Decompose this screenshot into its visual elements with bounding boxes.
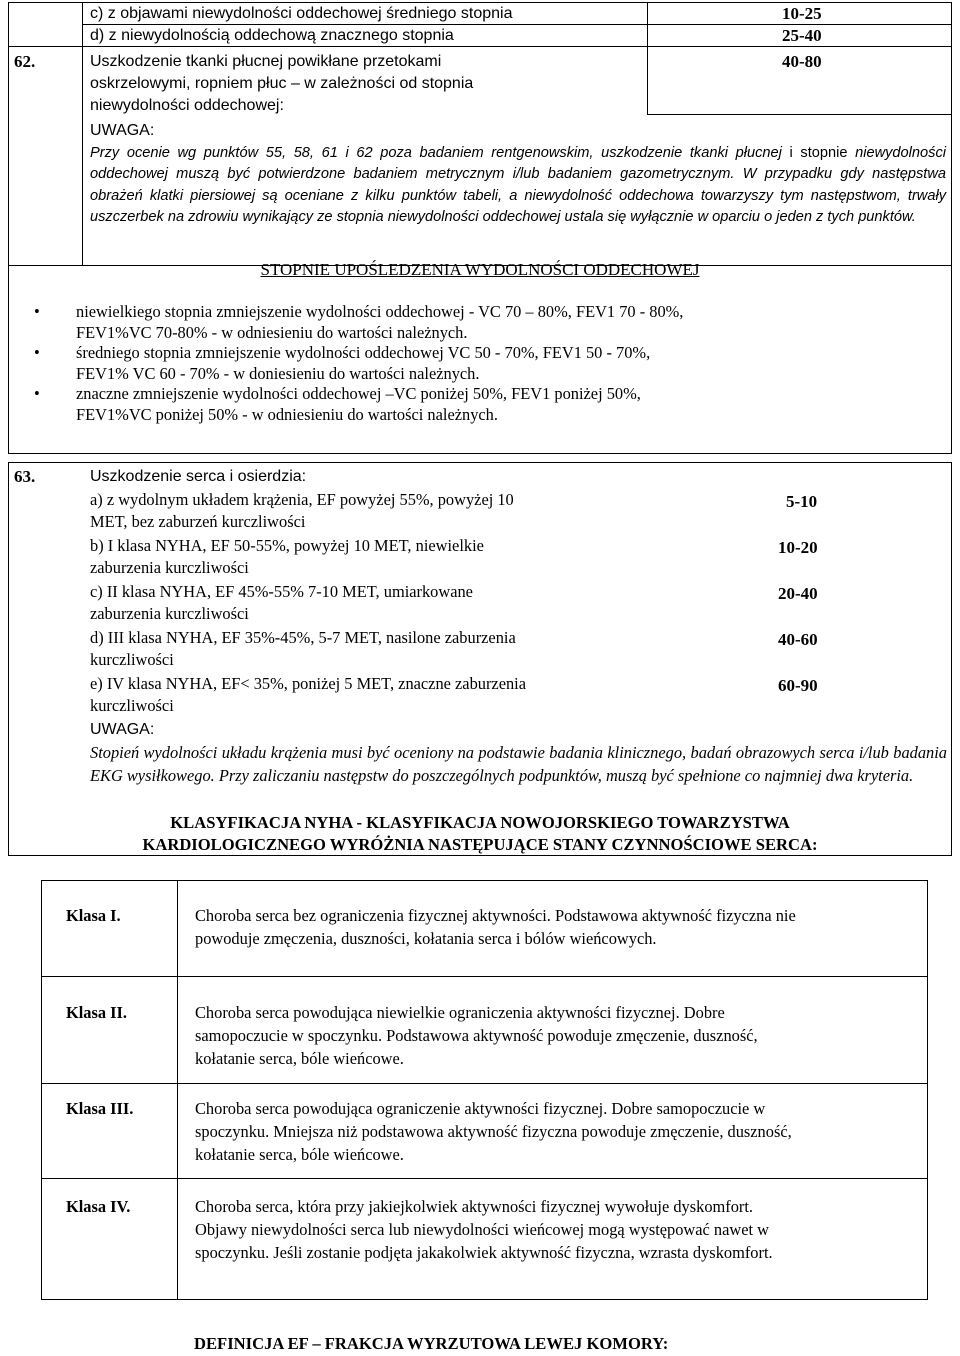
row-c-label: c) z objawami niewydolności oddechowej średniego stopnia [90, 5, 513, 22]
item-63-title: Uszkodzenie serca i osierdzia: [90, 468, 307, 485]
row-b-value: 10-20 [778, 538, 818, 557]
row-c-value: 10-25 [782, 4, 822, 23]
item-62-value: 40-80 [782, 52, 822, 71]
stopnie-item-1-line1: niewielkiego stopnia zmniejszenie wydolności oddechowej - VC 70 – 80%, FEV1 70 - 80%, [76, 302, 684, 321]
item-63-uwaga: UWAGA: [90, 721, 155, 738]
row-c63-line2: zaburzenia kurczliwości [90, 604, 249, 623]
stopnie-item-2-line1: średniego stopnia zmniejszenie wydolności oddechowej VC 50 - 70%, FEV1 50 - 70%, [76, 343, 651, 362]
row-c63-value: 20-40 [778, 584, 818, 603]
row-b-line2: zaburzenia kurczliwości [90, 558, 249, 577]
row-e63-line1: e) IV klasa NYHA, EF< 35%, poniżej 5 MET, znaczne zaburzenia [90, 674, 526, 693]
stopnie-item-3-line1: znaczne zmniejszenie wydolności oddechowej –VC poniżej 50%, FEV1 poniżej 50%, [76, 384, 641, 403]
stopnie-item-1-line2: FEV1%VC 70-80% - w odniesieniu do wartości należnych. [76, 322, 468, 342]
nyha-class-3-line1: Choroba serca powodująca ograniczenie aktywności fizycznej. Dobre samopoczucie w [195, 1099, 766, 1118]
nyha-class-3-line2: spoczynku. Mniejsza niż podstawowa aktywność fizyczna powoduje zmęczenie, duszność, [195, 1122, 792, 1141]
item-62-note [90, 143, 946, 228]
nyha-class-2-line2: samopoczucie w spoczynku. Podstawowa aktywność powoduje zmęczenie, duszność, [195, 1026, 758, 1045]
stopnie-list [34, 302, 920, 425]
item-62-title-2: oskrzelowymi, ropniem płuc – w zależności od stopnia [90, 75, 474, 92]
stopnie-item-3-line2: FEV1%VC poniżej 50% - w odniesieniu do wartości należnych. [76, 404, 498, 424]
nyha-class-4-line3: spoczynku. Jeśli zostanie podjęta jakakolwiek aktywność fizyczna, wzrasta dyskomfort. [195, 1243, 773, 1262]
nyha-class-1-line1: Choroba serca bez ograniczenia fizycznej aktywności. Podstawowa aktywność fizyczna nie [195, 906, 796, 925]
stopnie-item-1: • niewielkiego stopnia zmniejszenie wydolności oddechowej - VC 70 – 80%, FEV1 70 - 80%, FEV1%VC 70-80% - w odniesieniu do wartości należnych. [34, 302, 684, 342]
row-e63-line2: kurczliwości [90, 696, 174, 715]
row-a-line1: a) z wydolnym układem krążenia, EF powyżej 55%, powyżej 10 [90, 490, 514, 509]
item-62-title-1: Uszkodzenie tkanki płucnej powikłane przetokami [90, 53, 442, 70]
item-62-note-rest: niewydolności oddechowej muszą być potwierdzone badaniem metrycznym i/lub badaniem gazometrycznym. W przypadku gdy następstwa obrażeń klatki piersiowej są oceniane z kilku punktów tabeli, a niewydolność oddechowa towarzyszy tym następstwom, trwały uszczerbek na zdrowiu wynikający ze stopnia niewydolności oddechowej ustala się wyłącznie w oparciu o jeden z tych punktów. [90, 145, 946, 225]
nyha-class-4-name: Klasa IV. [66, 1197, 131, 1216]
nyha-class-3-name: Klasa III. [66, 1099, 134, 1118]
stopnie-item-2-line2: FEV1% VC 60 - 70% - w doniesieniu do wartości należnych. [76, 363, 480, 383]
row-d63-value: 40-60 [778, 630, 818, 649]
nyha-class-1-name: Klasa I. [66, 906, 121, 925]
row-a-line2: MET, bez zaburzeń kurczliwości [90, 512, 306, 531]
stopnie-item-2: • średniego stopnia zmniejszenie wydolności oddechowej VC 50 - 70%, FEV1 50 - 70%, FEV1% VC 60 - 70% - w doniesieniu do wartości należnych. [34, 343, 651, 383]
row-d63-line1: d) III klasa NYHA, EF 35%-45%, 5-7 MET, nasilone zaburzenia [90, 628, 516, 647]
item-62-title-3: niewydolności oddechowej: [90, 97, 284, 114]
row-a-value: 5-10 [786, 492, 818, 511]
nyha-heading-2: KARDIOLOGICZNEGO WYRÓŻNIA NASTĘPUJĄCE STANY CZYNNOŚCIOWE SERCA: [142, 835, 818, 854]
row-c63-line1: c) II klasa NYHA, EF 45%-55% 7-10 MET, umiarkowane [90, 582, 473, 601]
nyha-class-1-line2: powoduje zmęczenia, duszności, kołatania serca i bólów wieńcowych. [195, 929, 657, 948]
nyha-class-2-name: Klasa II. [66, 1003, 128, 1022]
item-62-note-normal: i stopnie [781, 145, 848, 161]
stopnie-heading: STOPNIE UPOŚLEDZENIA WYDOLNOŚCI ODDECHOWEJ [260, 260, 700, 279]
nyha-class-4-line1: Choroba serca, która przy jakiejkolwiek aktywności fizycznej wywołuje dyskomfort. [195, 1197, 754, 1216]
nyha-class-3-line3: kołatanie serca, bóle wieńcowe. [195, 1145, 404, 1164]
stopnie-item-3: • znaczne zmniejszenie wydolności oddechowej –VC poniżej 50%, FEV1 poniżej 50%, FEV1%VC poniżej 50% - w odniesieniu do wartości należnych. [34, 384, 641, 424]
item-62-uwaga: UWAGA: [90, 122, 155, 139]
item-62-note-italic: Przy ocenie wg punktów 55, 58, 61 i 62 poza badaniem rentgenowskim, uszkodzenie tkanki płucnej [90, 145, 782, 161]
ef-heading: DEFINICJA EF – FRAKCJA WYRZUTOWA LEWEJ KOMORY: [194, 1334, 669, 1353]
nyha-heading-1: KLASYFIKACJA NYHA - KLASYFIKACJA NOWOJORSKIEGO TOWARZYSTWA [170, 813, 790, 832]
item-63-number: 63. [14, 467, 36, 486]
row-d-label: d) z niewydolnością oddechową znacznego stopnia [90, 27, 454, 44]
row-d63-line2: kurczliwości [90, 650, 174, 669]
row-e63-value: 60-90 [778, 676, 818, 695]
nyha-class-2-line3: kołatanie serca, bóle wieńcowe. [195, 1049, 404, 1068]
nyha-class-2-line1: Choroba serca powodująca niewielkie ograniczenia aktywności fizycznej. Dobre [195, 1003, 725, 1022]
nyha-class-4-line2: Objawy niewydolności serca lub niewydolności wieńcowej mogą występować nawet w [195, 1220, 769, 1239]
item-62-number: 62. [14, 52, 36, 71]
row-d-value: 25-40 [782, 26, 822, 45]
row-b-line1: b) I klasa NYHA, EF 50-55%, powyżej 10 MET, niewielkie [90, 536, 484, 555]
item-63-note: Stopień wydolności układu krążenia musi być oceniony na podstawie badania klinicznego, badań obrazowych serca i/lub badania EKG wysiłkowego. Przy zaliczaniu następstw do poszczególnych podpunktów, muszą być spełnione co najmniej dwa kryteria. [90, 743, 947, 785]
